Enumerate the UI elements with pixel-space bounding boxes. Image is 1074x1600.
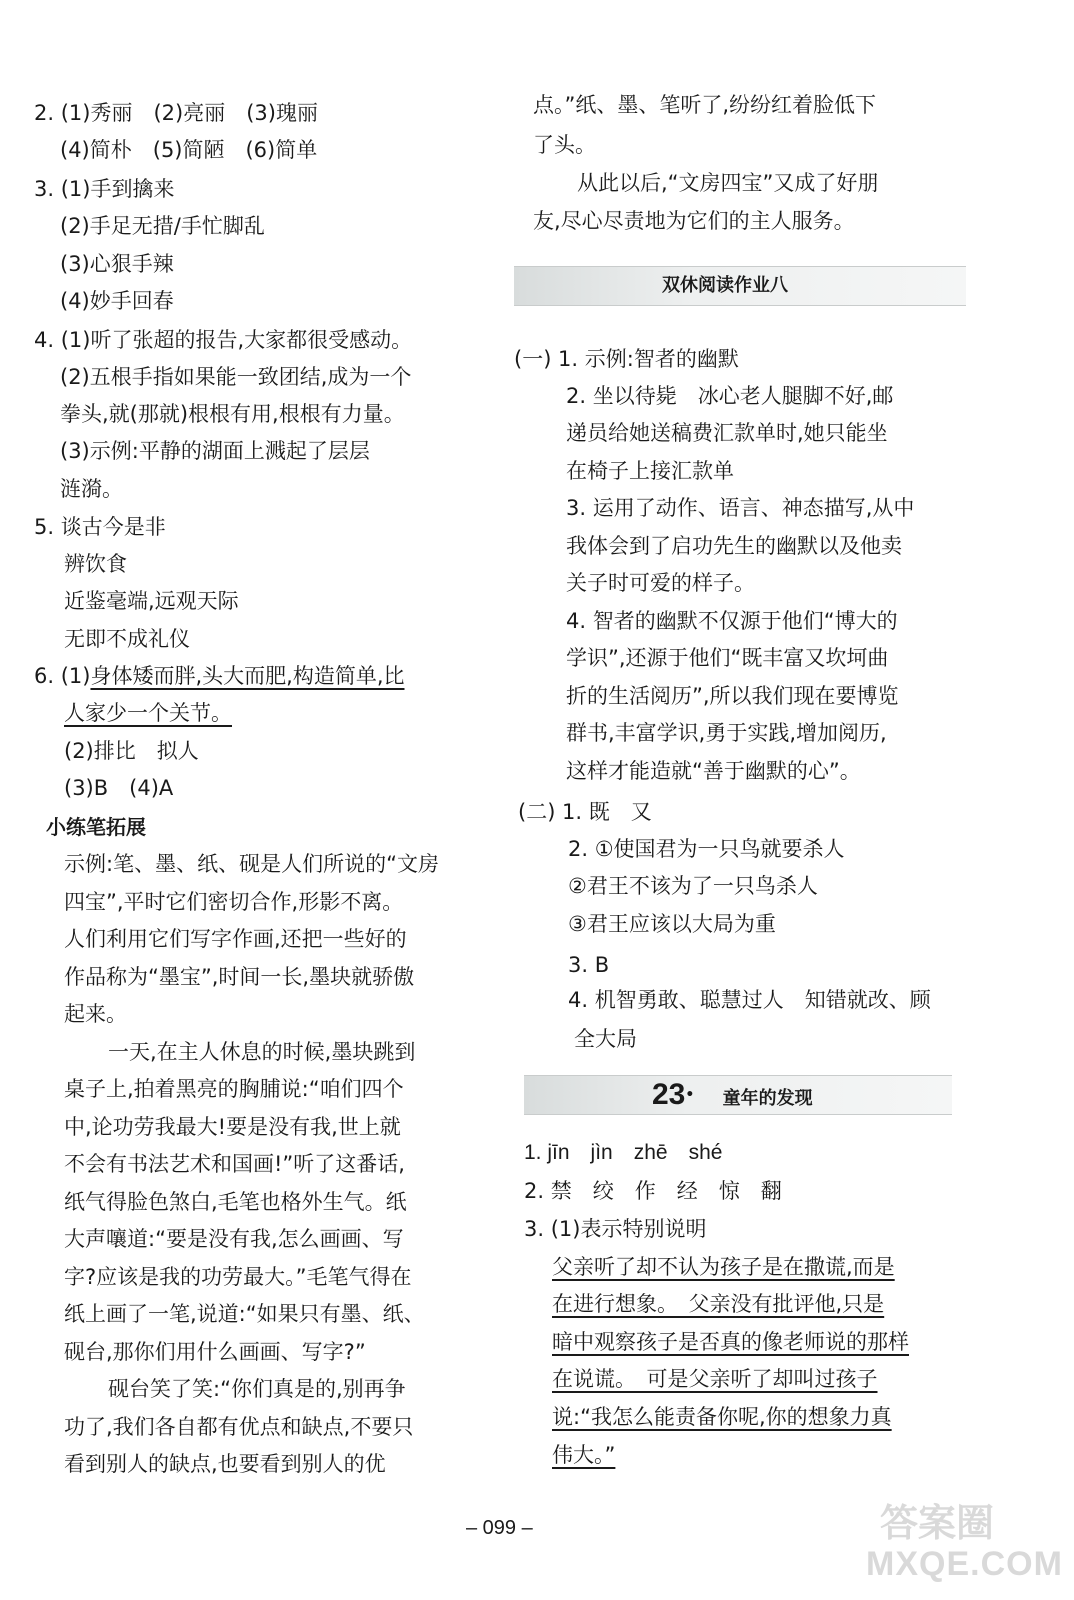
lesson-number: 23 <box>652 1078 686 1111</box>
section8-line: 3. B <box>568 953 610 977</box>
section8-line: ③君王应该以大局为重 <box>568 912 776 936</box>
left-line: 5. 谈古今是非 <box>34 515 166 539</box>
q6-underlined-answer: 身体矮而胖,头大而肥,构造简单,比 <box>90 664 405 688</box>
section8-line: 我体会到了启功先生的幽默以及他卖 <box>566 534 902 558</box>
left-line: 4. (1)听了张超的报告,大家都很受感动。 <box>34 328 413 352</box>
story-line: 砚台,那你们用什么画画、写字?” <box>64 1340 366 1364</box>
left-line: (2)五根手指如果能一致团结,成为一个 <box>60 365 412 389</box>
lesson-line: 2. 禁 绞 作 经 惊 翻 <box>524 1179 782 1203</box>
extension-heading: 小练笔拓展 <box>46 815 146 839</box>
lesson-line: 1. jīn jìn zhē shé <box>524 1141 723 1164</box>
left-line: 无即不成礼仪 <box>64 627 190 651</box>
section8-line: 3. 运用了动作、语言、神态描写,从中 <box>566 496 915 520</box>
story-line: 示例:笔、墨、纸、砚是人们所说的“文房 <box>64 852 439 876</box>
lesson-underlined-answer: 在进行想象。 父亲没有批评他,只是 <box>552 1292 885 1316</box>
story-continued-line: 了头。 <box>533 133 596 157</box>
section8-line: 4. 智者的幽默不仅源于他们“博大的 <box>566 609 898 633</box>
section8-line: 折的生活阅历”,所以我们现在要博览 <box>566 684 899 708</box>
section8-line: 全大局 <box>574 1027 637 1051</box>
q6-prefix: 6. (1) <box>34 664 91 688</box>
story-line: 一天,在主人休息的时候,墨块跳到 <box>108 1040 416 1064</box>
left-line: 近鉴毫端,远观天际 <box>64 589 239 613</box>
story-line: 四宝”,平时它们密切合作,形影不离。 <box>64 890 404 914</box>
section8-line: 递员给她送稿费汇款单时,她只能坐 <box>566 421 888 445</box>
section8-line: 2. 坐以待毙 冰心老人腿脚不好,邮 <box>566 384 894 408</box>
story-line: 功了,我们各自都有优点和缺点,不要只 <box>64 1415 414 1439</box>
section8-line: 学识”,还源于他们“既丰富又坎坷曲 <box>566 646 889 670</box>
section-title: 双休阅读作业八 <box>662 275 788 296</box>
story-continued-line: 点。”纸、墨、笔听了,纷纷红着脸低下 <box>533 93 877 117</box>
story-continued-line: 从此以后,“文房四宝”又成了好朋 <box>577 171 879 195</box>
lesson-mark: • <box>685 1087 695 1103</box>
section8-line: ②君王不该为了一只鸟杀人 <box>568 874 818 898</box>
story-line: 人们利用它们写字作画,还把一些好的 <box>64 927 407 951</box>
story-line: 中,论功劳我最大!要是没有我,世上就 <box>64 1115 401 1139</box>
left-line: 2. (1)秀丽 (2)亮丽 (3)瑰丽 <box>34 101 318 125</box>
left-line: 辨饮食 <box>64 552 127 576</box>
section8-line: (二) 1. 既 又 <box>518 800 652 824</box>
story-continued-line: 友,尽心尽责地为它们的主人服务。 <box>533 209 855 233</box>
story-line: 桌子上,拍着黑亮的胸脯说:“咱们四个 <box>64 1077 404 1101</box>
left-line: 涟漪。 <box>60 477 123 501</box>
lesson-underlined-answer: 伟大。” <box>552 1443 616 1467</box>
story-line: 作品称为“墨宝”,时间一长,墨块就骄傲 <box>64 965 415 989</box>
story-line: 纸气得脸色煞白,毛笔也格外生气。纸 <box>64 1190 407 1214</box>
lesson-line: 3. (1)表示特别说明 <box>524 1217 707 1241</box>
left-line: (2)手足无措/手忙脚乱 <box>60 214 265 238</box>
lesson-underlined-answer: 在说谎。 可是父亲听了却叫过孩子 <box>552 1367 878 1391</box>
story-line: 纸上画了一笔,说道:“如果只有墨、纸、 <box>64 1302 425 1326</box>
left-line: (3)示例:平静的湖面上溅起了层层 <box>60 439 370 463</box>
section8-line: 这样才能造就“善于幽默的心”。 <box>566 759 861 783</box>
left-line: (2)排比 拟人 <box>64 739 199 763</box>
section8-line: 关子时可爱的样子。 <box>566 571 755 595</box>
lesson-title: 童年的发现 <box>722 1088 813 1109</box>
lesson-underlined-answer: 父亲听了却不认为孩子是在撒谎,而是 <box>552 1255 895 1279</box>
lesson-underlined-answer: 说:“我怎么能责备你呢,你的想象力真 <box>552 1405 892 1429</box>
watermark-url: MXQE.COM <box>866 1545 1063 1583</box>
story-line: 字?应该是我的功劳最大。”毛笔气得在 <box>64 1265 412 1289</box>
story-line: 起来。 <box>64 1002 127 1026</box>
story-line: 大声嚷道:“要是没有我,怎么画画、写 <box>64 1227 404 1251</box>
left-line: 3. (1)手到擒来 <box>34 177 175 201</box>
page-number: – 099 – <box>466 1517 533 1539</box>
section8-line: 4. 机智勇敢、聪慧过人 知错就改、顾 <box>568 988 931 1012</box>
section8-line: 群书,丰富学识,勇于实践,增加阅历, <box>566 721 887 745</box>
section8-line: (一) 1. 示例:智者的幽默 <box>514 347 739 371</box>
lesson-underlined-answer: 暗中观察孩子是否真的像老师说的那样 <box>552 1330 909 1354</box>
q6-underlined-answer: 人家少一个关节。 <box>64 701 232 725</box>
section8-line: 2. ①使国君为一只鸟就要杀人 <box>568 837 845 861</box>
left-line: (4)简朴 (5)简陋 (6)简单 <box>60 138 318 162</box>
lesson-heading <box>652 1076 813 1118</box>
watermark-logo: 答案圈 <box>880 1503 995 1545</box>
story-line: 不会有书法艺术和国画!”听了这番话, <box>64 1152 405 1176</box>
left-line: (3)心狠手辣 <box>60 252 174 276</box>
q6-line <box>34 661 405 691</box>
story-line: 砚台笑了笑:“你们真是的,别再争 <box>108 1377 406 1401</box>
left-line: 拳头,就(那就)根根有用,根根有力量。 <box>60 402 405 426</box>
left-line: (3)B (4)A <box>64 776 174 800</box>
section8-line: 在椅子上接汇款单 <box>566 459 734 483</box>
story-line: 看到别人的缺点,也要看到别人的优 <box>64 1452 386 1476</box>
left-line: (4)妙手回春 <box>60 289 174 313</box>
